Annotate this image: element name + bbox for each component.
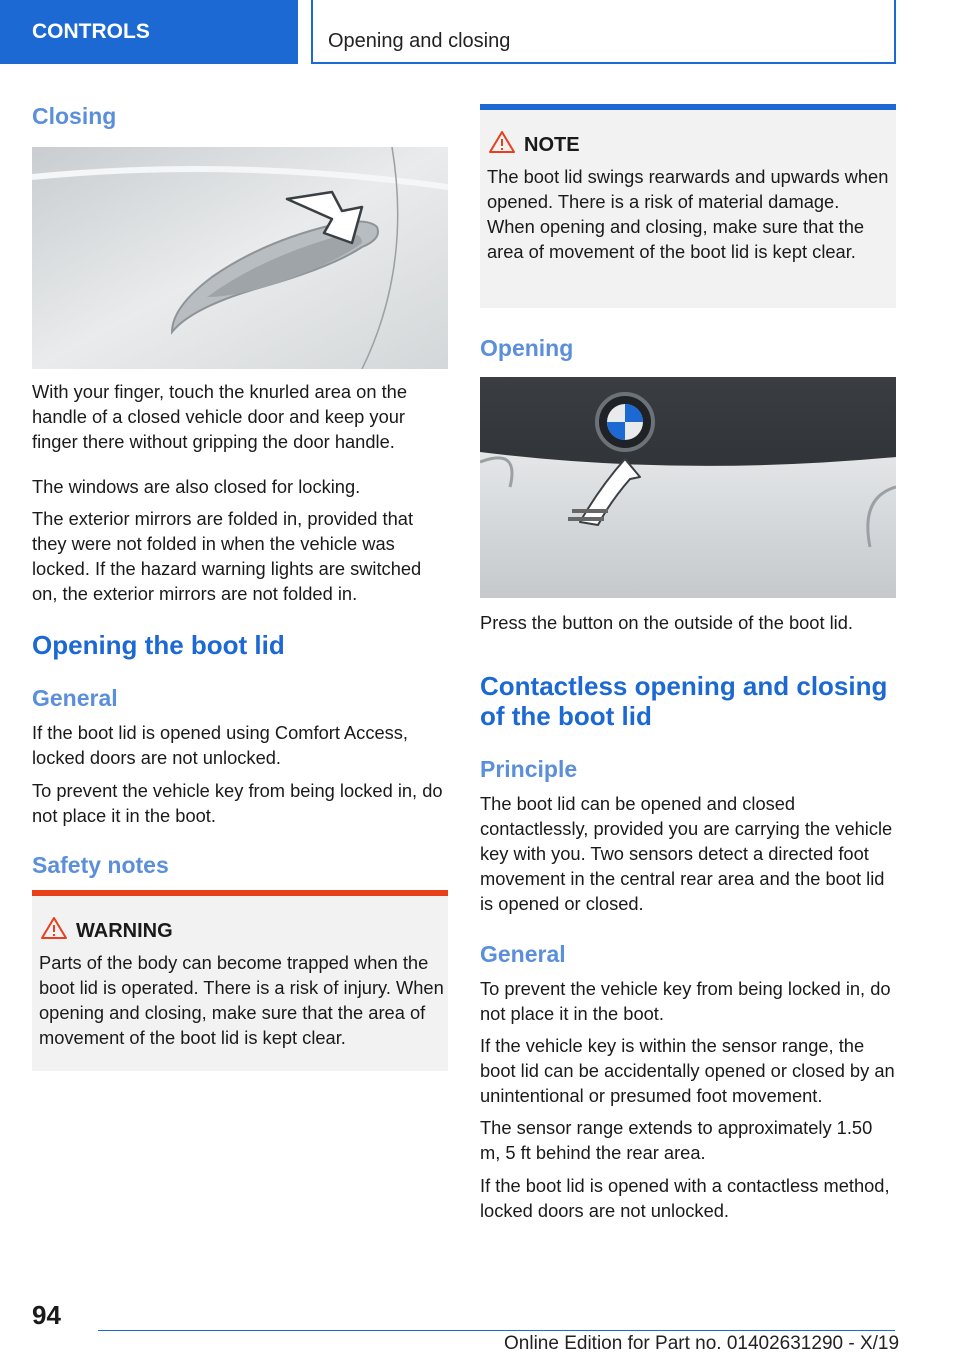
page-number: 94: [32, 1300, 61, 1330]
boot-button-illustration: [480, 377, 896, 598]
contactless-heading: Contactless opening and closing of the boot lid: [480, 671, 888, 731]
page-header: [0, 0, 960, 66]
note-text: The boot lid swings rearwards and upwards when opened. There is a risk of material damage. When opening and closing, make sure that the area of movement of the boot lid is kept clear.: [487, 166, 889, 262]
warning-triangle-icon: [40, 916, 68, 945]
boot-lid-heading: Opening the boot lid: [32, 630, 285, 660]
closing-text-2: The windows are also closed for locking.: [32, 476, 361, 497]
general-text-right-3: The sensor range extends to approximately 1.50 m, 5 ft behind the rear area.: [480, 1117, 873, 1163]
section-label: CONTROLS: [0, 0, 298, 64]
note-box: [480, 104, 896, 308]
general-heading-left: General: [32, 685, 118, 711]
general-text-right-4: If the boot lid is opened with a contactless method, locked doors are not unlocked.: [480, 1175, 890, 1221]
warning-label: WARNING: [76, 920, 173, 942]
closing-text-3: The exterior mirrors are folded in, provided that they were not folded in when the vehicle was locked. If the hazard warning lights are switched on, the exterior mirrors are not folded in.: [32, 508, 422, 604]
warning-box: [32, 890, 448, 1071]
warning-bar: [32, 890, 448, 896]
opening-text: Press the button on the outside of the boot lid.: [480, 612, 853, 633]
note-triangle-icon: [488, 130, 516, 159]
safety-notes-heading: Safety notes: [32, 852, 169, 878]
general-text-left-2: To prevent the vehicle key from being locked in, do not place it in the boot.: [32, 780, 443, 826]
note-label: NOTE: [524, 134, 580, 156]
footer-divider: [98, 1330, 895, 1331]
edition-note: Online Edition for Part no. 01402631290 - X/19: [504, 1333, 900, 1354]
opening-heading: Opening: [480, 335, 574, 361]
closing-heading: Closing: [32, 103, 117, 129]
general-text-right-1: To prevent the vehicle key from being locked in, do not place it in the boot.: [480, 978, 891, 1024]
general-text-right-2: If the vehicle key is within the sensor range, the boot lid can be accidentally opened or closed by an unintentional or presumed foot movement.: [480, 1035, 895, 1106]
principle-heading: Principle: [480, 756, 578, 782]
principle-text: The boot lid can be opened and closed contactlessly, provided you are carrying the vehicle key with you. Two sensors detect a directed foot movement in the central rear area and the boot lid is opened or closed.: [480, 793, 893, 914]
page-title: Opening and closing: [311, 0, 896, 64]
door-handle-illustration: [32, 147, 448, 369]
general-text-left-1: If the boot lid is opened using Comfort Access, locked doors are not unlocked.: [32, 722, 408, 768]
warning-text: Parts of the body can become trapped when the boot lid is operated. There is a risk of injury. When opening and closing, make sure that the area of movement of the boot lid is kept clear.: [39, 952, 444, 1048]
door-handle-illustration-svg: [32, 147, 448, 369]
closing-text-1: With your finger, touch the knurled area on the handle of a closed vehicle door and keep your finger there without gripping the door handle.: [32, 381, 407, 452]
note-bar: [480, 104, 896, 110]
general-heading-right: General: [480, 941, 566, 967]
boot-button-illustration-svg: [480, 377, 896, 598]
